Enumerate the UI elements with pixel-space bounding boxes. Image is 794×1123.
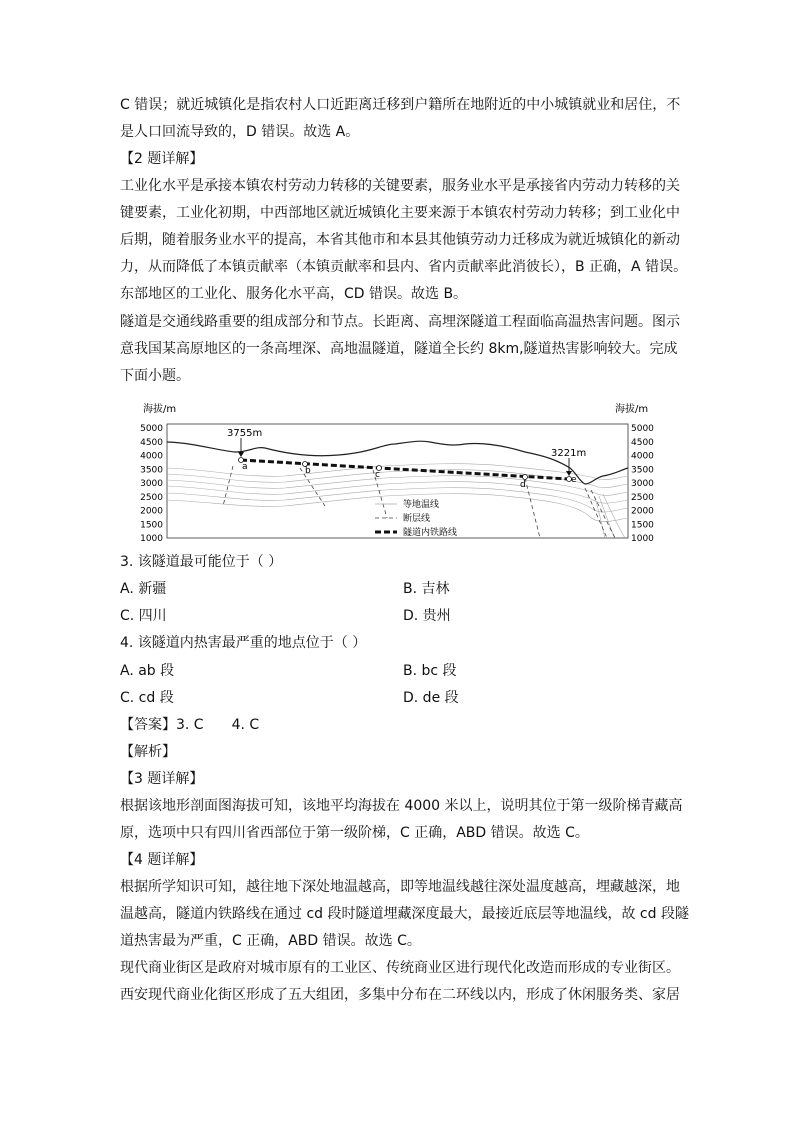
arrow-head-a: [238, 452, 244, 457]
question-3-stem: 3. 该隧道最可能位于（ ）: [120, 554, 283, 570]
text-line: 东部地区的工业化、服务化水平高，CD 错误。故选 B。: [120, 286, 468, 302]
y-tick-label: 3500: [631, 465, 654, 476]
y-axis-label-left: 海拔/m: [143, 404, 177, 415]
y-tick-label: 2000: [631, 506, 654, 517]
y-ticks-right: [631, 424, 654, 544]
section-heading: 【3 题详解】: [120, 771, 204, 787]
question-4-stem: 4. 该隧道内热害最严重的地点位于（ ）: [120, 635, 367, 651]
text-line: 意我国某高原地区的一条高埋深、高地温隧道，隧道全长约 8km,隧道热害影响较大。完成: [120, 341, 678, 357]
section-heading: 【2 题详解】: [120, 151, 204, 167]
isotherm-lines: [167, 464, 628, 538]
question-3-option-c[interactable]: C. 四川: [120, 608, 167, 624]
text-line: 力，从而降低了本镇贡献率（本镇贡献率和县内、省内贡献率此消彼长），B 正确，A 错误。: [120, 259, 688, 275]
text-line: 隧道是交通线路重要的组成部分和节点。长距离、高埋深隧道工程面临高温热害问题。图示: [120, 314, 680, 330]
question-4-option-c[interactable]: C. cd 段: [120, 690, 174, 706]
question-3-option-a[interactable]: A. 新疆: [120, 581, 167, 597]
y-tick-label: 4500: [631, 437, 654, 448]
text-line: 根据该地形剖面图海拔可知，该地平均海拔在 4000 米以上，说明其位于第一级阶梯青藏高: [120, 798, 683, 814]
text-line: 下面小题。: [120, 368, 190, 384]
y-tick-label: 4500: [140, 437, 163, 448]
legend-item-fault: 断层线: [403, 514, 431, 524]
point-label-c: c: [375, 470, 380, 480]
point-label-e: e: [571, 475, 577, 485]
point-label-d: d: [520, 480, 526, 490]
question-3-option-b[interactable]: B. 吉林: [403, 581, 450, 597]
question-3-option-d[interactable]: D. 贵州: [403, 608, 451, 624]
question-4-option-a[interactable]: A. ab 段: [120, 663, 175, 679]
point-label-b: b: [305, 466, 311, 476]
legend-item-railway: 隧道内铁路线: [403, 528, 458, 538]
tunnel-cross-section-figure: [125, 398, 655, 548]
y-tick-label: 5000: [140, 424, 163, 434]
answer-line: [120, 715, 259, 735]
y-tick-label: 1000: [631, 534, 654, 544]
question-4-option-b[interactable]: B. bc 段: [403, 663, 457, 679]
elevation-label-a: 3755m: [227, 428, 263, 439]
plot-frame: [167, 424, 628, 538]
text-line: 是人口回流导致的，D 错误。故选 A。: [120, 124, 360, 140]
text-line: 道热害最为严重，C 正确，ABD 错误。故选 C。: [120, 933, 421, 949]
y-tick-label: 2500: [140, 492, 163, 503]
y-tick-label: 1500: [140, 520, 163, 531]
text-line: 现代商业街区是政府对城市原有的工业区、传统商业区进行现代化改造而形成的专业街区。: [120, 960, 680, 976]
text-line: 键要素，工业化初期，中西部地区就近城镇化主要来源于本镇农村劳动力转移；到工业化中: [120, 205, 680, 221]
y-tick-label: 4000: [631, 451, 654, 462]
section-heading: 【4 题详解】: [120, 852, 204, 868]
legend-item-isotherm: 等地温线: [403, 500, 440, 510]
y-tick-label: 1500: [631, 520, 654, 531]
text-line: 后期，随着服务业水平的提高，本省其他市和本县其他镇劳动力迁移成为就近城镇化的新动: [120, 232, 680, 248]
answer-3: 3. C: [176, 717, 204, 733]
text-line: 温越高，隧道内铁路线在通过 cd 段时隧道埋藏深度最大，最接近底层等地温线，故 cd 段隧: [120, 906, 689, 922]
text-line: 根据所学知识可知，越往地下深处地温越高，即等地温线越往深处温度越高，埋藏越深，地: [120, 879, 680, 895]
text-line: 原，选项中只有四川省西部位于第一级阶梯，C 正确，ABD 错误。故选 C。: [120, 825, 589, 841]
y-tick-label: 5000: [631, 424, 654, 434]
text-line: 西安现代商业化街区形成了五大组团，多集中分布在二环线以内，形成了休闲服务类、家居: [120, 987, 680, 1003]
y-tick-label: 3000: [631, 479, 654, 489]
tunnel-railway-line: [241, 460, 569, 479]
text-line: C 错误；就近城镇化是指农村人口近距离迁移到户籍所在地附近的中小城镇就业和居住，不: [120, 97, 681, 113]
y-tick-label: 3000: [140, 479, 163, 489]
answer-4: 4. C: [231, 717, 260, 733]
y-tick-label: 2500: [631, 492, 654, 503]
question-4-option-d[interactable]: D. de 段: [403, 690, 459, 706]
y-tick-label: 3500: [140, 465, 163, 476]
y-ticks-left: [140, 424, 163, 544]
y-tick-label: 4000: [140, 451, 163, 462]
y-axis-label-right: 海拔/m: [615, 404, 649, 415]
section-heading: 【解析】: [120, 744, 176, 760]
point-label-a: a: [242, 462, 248, 472]
answer-label: 【答案】: [120, 717, 176, 733]
text-line: 工业化水平是承接本镇农村劳动力转移的关键要素，服务业水平是承接省内劳动力转移的关: [120, 178, 680, 194]
y-tick-label: 1000: [140, 534, 163, 544]
elevation-label-e: 3221m: [551, 448, 587, 459]
legend: [375, 498, 457, 538]
y-tick-label: 2000: [140, 506, 163, 517]
